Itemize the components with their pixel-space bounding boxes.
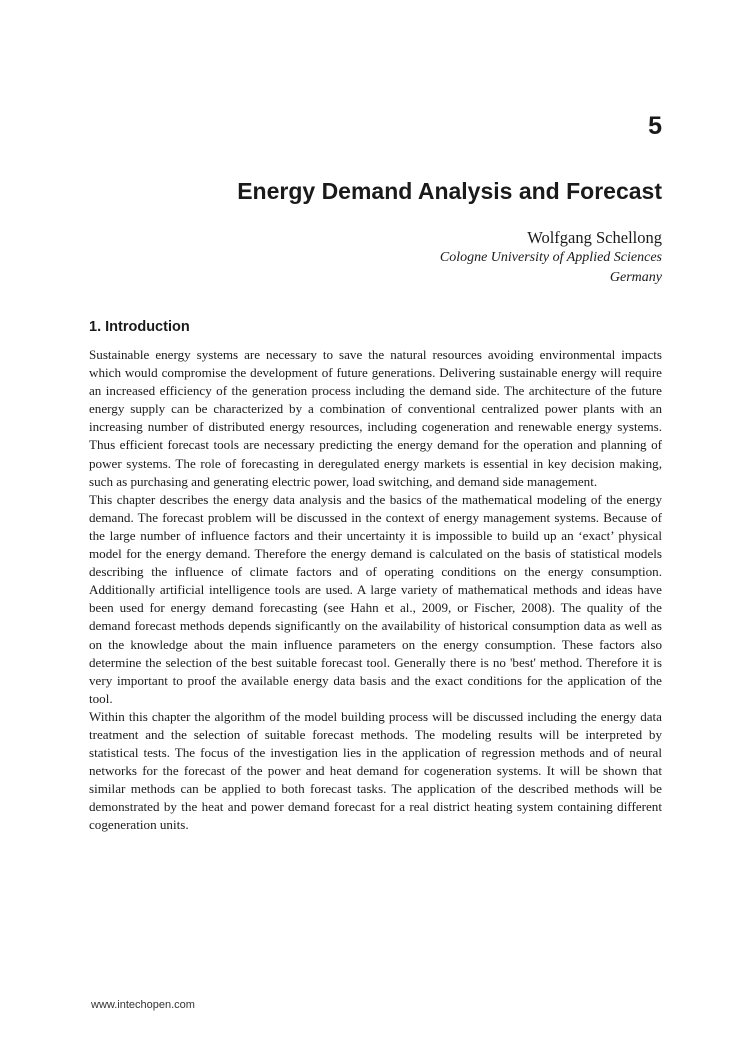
section-body <box>89 346 662 835</box>
chapter-title: Energy Demand Analysis and Forecast <box>237 178 662 204</box>
footer-url[interactable]: www.intechopen.com <box>91 999 195 1011</box>
paragraph: Within this chapter the algorithm of the model building process will be discussed including the energy data treatment and the selection of suitable forecast methods. The modeling results will be interpreted by statistical tests. The focus of the investigation lies in the application of regression methods and of neural networks for the forecast of the power and heat demand for cogeneration systems. It will be shown that similar methods can be applied to both forecast tasks. The application of the described methods will be demonstrated by the heat and power demand forecast for a real district heating system containing different cogeneration units. <box>89 708 662 833</box>
chapter-number: 5 <box>648 112 662 140</box>
paragraph: Sustainable energy systems are necessary to save the natural resources avoiding environmental impacts which would compromise the development of future generations. Delivering sustainable energy will require an increased efficiency of the generation process including the demand side. The architecture of the future energy supply can be characterized by a combination of conventional centralized power plants with an increasing number of distributed energy resources, including cogeneration and renewable energy systems. Thus efficient forecast tools are necessary predicting the energy demand for the operation and planning of power systems. The role of forecasting in deregulated energy markets is essential in key decision making, such as purchasing and generating electric power, load switching, and demand side management. <box>89 347 662 489</box>
author-name: Wolfgang Schellong <box>527 228 662 247</box>
paragraph: This chapter describes the energy data analysis and the basics of the mathematical modeling of the energy demand. The forecast problem will be discussed in the context of energy management systems. Because of the large number of influence factors and their uncertainty it is impossible to build up an ‘exact’ physical model for the energy demand. Therefore the energy demand is calculated on the basis of statistical models describing the influence of climate factors and of operating conditions on the energy consumption. Additionally artificial intelligence tools are used. A large variety of mathematical methods and ideas have been used for energy demand forecasting (see Hahn et al., 2009, or Fischer, 2008). The quality of the demand forecast methods depends significantly on the availability of historical consumption data as well as on the knowledge about the main influence parameters on the energy consumption. These factors also determine the selection of the best suitable forecast tool. Generally there is no 'best' method. Therefore it is very important to proof the available energy data basis and the exact conditions for the application of the tool. <box>89 491 662 706</box>
section-heading: 1. Introduction <box>89 319 190 335</box>
author-affiliation: Cologne University of Applied Sciences <box>439 250 662 265</box>
author-country: Germany <box>609 270 662 285</box>
